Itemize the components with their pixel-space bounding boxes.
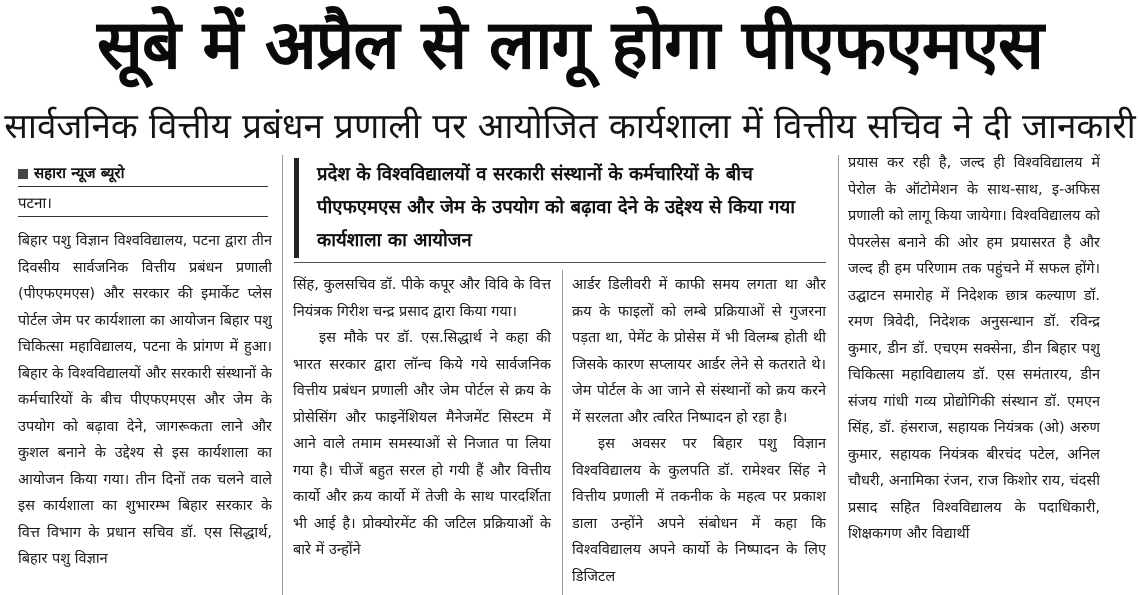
article-column-1: [18, 228, 272, 595]
headline: सूबे में अप्रैल से लागू होगा पीएफएमएस: [97, 6, 1043, 85]
subheadline: सार्वजनिक वित्तीय प्रबंधन प्रणाली पर आयोजित कार्यशाला में वित्तीय सचिव ने दी जानकारी: [4, 107, 1136, 147]
dateline: पटना।: [18, 190, 268, 217]
column-2-paragraph-2: इस मौके पर डॉ. एस.सिद्धार्थ ने कहा की भारत सरकार द्वारा लॉन्च किये गये सार्वजनिक वित्तीय प्रबंधन प्रणाली और जेम पोर्टल से क्रय के प्रोसेसिंग और फाइनेंशियल मैनेजमेंट सिस्टम में आने वाले तमाम समस्याओं से निजात पा लिया गया है। चीजें बहुत सरल हो गयी हैं और वित्तीय कार्यो और क्रय कार्यो में तेजी के साथ पारदर्शिता भी आई है। प्रोक्योरमेंट की जटिल प्रक्रियाओं के बारे में उन्होंने: [293, 330, 551, 558]
pull-quote: प्रदेश के विश्वविद्यालयों व सरकारी संस्थानों के कर्मचारियों के बीच पीएफएमएस और जेम के उपयोग को बढ़ावा देने के उद्देश्य से किया गया कार्यशाला का आयोजन: [294, 158, 824, 258]
byline-text: सहारा न्यूज ब्यूरो: [34, 164, 125, 182]
article-column-4: [848, 150, 1100, 595]
column-2-paragraph-1: सिंह, कुलसचिव डॉ. पीके कपूर और विवि के वित्त नियंत्रक गिरीश चन्द्र प्रसाद द्वारा किया गया।: [293, 277, 551, 320]
article-column-2: [293, 272, 551, 595]
column-1-paragraph: बिहार पशु विज्ञान विश्वविद्यालय, पटना द्वारा तीन दिवसीय सार्वजनिक वित्तीय प्रबंधन प्रणाली (पीएफएमएस) और सरकार की इमार्केट प्लेस पोर्टल जेम पर कार्यशाला का आयोजन बिहार पशु चिकित्सा महाविद्यालय, पटना के प्रांगण में हुआ। बिहार के विश्वविद्यालयों और सरकारी संस्थानों के कर्मचारियों के बीच पीएफएमएस और जेम के उपयोग को बढ़ावा देने, जागरूकता लाने और कुशल बनाने के उद्देश्य से इस कार्यशाला का आयोजन किया गया। तीन दिनों तक चलने वाले इस कार्यशाला का शुभारम्भ बिहार सरकार के वित्त विभाग के प्रधान सचिव डॉ. एस सिद्धार्थ, बिहार पशु विज्ञान: [18, 233, 272, 567]
column-3-paragraph-2: इस अवसर पर बिहार पशु विज्ञान विश्वविद्यालय के कुलपति डॉ. रामेश्वर सिंह ने वित्तीय प्रणाली में तकनीक के महत्व पर प्रकाश डाला उन्होंने अपने संबोधन में कहा कि विश्वविद्यालय अपने कार्यो के निष्पादन के लिए डिजिटल: [572, 436, 826, 585]
column-3-paragraph-1: आर्डर डिलीवरी में काफी समय लगता था और क्रय के फाइलों को लम्बे प्रक्रियाओं से गुजरना पड़ता था, पेमेंट के प्रोसेस में भी विलम्ब होती थी जिसके कारण सप्लायर आर्डर लेने से कतराते थे। जेम पोर्टल के आ जाने से संस्थानों को क्रय करने में सरलता और त्वरित निष्पादन हो रहा है।: [572, 277, 826, 426]
byline-marker-icon: [18, 169, 28, 179]
article-column-3: [572, 272, 826, 595]
pull-quote-rule: [294, 262, 826, 263]
column-divider: [838, 155, 839, 595]
column-divider: [282, 155, 283, 595]
byline: [18, 160, 268, 187]
column-divider: [562, 270, 563, 595]
column-4-paragraph: प्रयास कर रही है, जल्द ही विश्वविद्यालय में पेरोल के ऑटोमेशन के साथ-साथ, इ-अफिस प्रणाली को लागू किया जायेगा। विश्वविद्यालय को पेपरलेस बनाने की ओर हम प्रयासरत है और जल्द ही हम परिणाम तक पहुंचने में सफल होंगे। उद्घाटन समारोह में निदेशक छात्र कल्याण डॉ. रमण त्रिवेदी, निदेशक अनुसन्धान डॉ. रविन्द्र कुमार, डीन डॉ. एचएम सक्सेना, डीन बिहार पशु चिकित्सा महाविद्यालय डॉ. एस समंतारय, डीन संजय गांधी गव्य प्रोद्योगिकी संस्थान डॉ. एमएन सिंह, डॉ. हंसराज, सहायक नियंत्रक (ओ) अरुण कुमार, सहायक नियंत्रक बीरचंद पटेल, अनिल चौधरी, अनामिका रंजन, राज किशोर राय, चंदसी प्रसाद सहित विश्वविद्यालय के पदाधिकारी, शिक्षकगण और विद्यार्थी: [848, 155, 1100, 542]
